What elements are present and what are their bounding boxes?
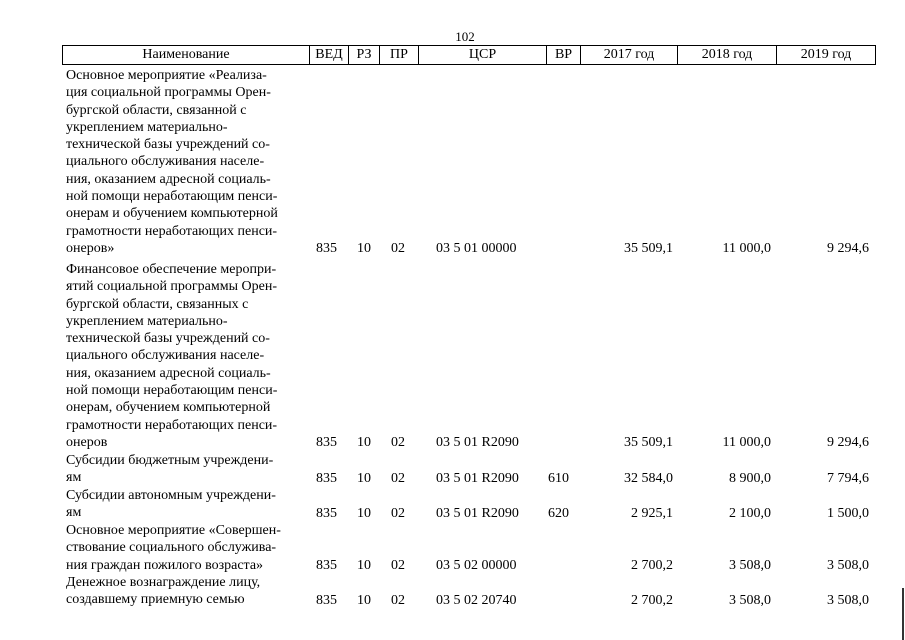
table-row-name <box>66 522 306 574</box>
cell-2017: 32 584,0 <box>624 471 673 486</box>
name-line: ния, оказанием адресной социаль- <box>66 365 271 381</box>
cell-rz: 10 <box>357 435 371 450</box>
scan-edge <box>902 588 904 640</box>
name-line: создавшему приемную семью <box>66 592 245 608</box>
name-line: циального обслуживания населе- <box>66 348 265 364</box>
page-number: 102 <box>455 29 475 44</box>
cell-2019: 9 294,6 <box>827 241 869 256</box>
cell-ved: 835 <box>316 435 337 450</box>
cell-2017: 2 700,2 <box>631 558 673 573</box>
cell-2019: 3 508,0 <box>827 558 869 573</box>
cell-rz: 10 <box>357 593 371 608</box>
cell-2018: 8 900,0 <box>729 471 771 486</box>
cell-pr: 02 <box>391 435 405 450</box>
cell-2017: 35 509,1 <box>624 435 673 450</box>
header-rz: РЗ <box>356 47 372 62</box>
name-line: ям <box>66 470 82 486</box>
name-line: онерам и обучением компьютерной <box>66 206 278 222</box>
name-line: Субсидии автономным учреждени- <box>66 488 276 503</box>
cell-pr: 02 <box>391 241 405 256</box>
name-line: ствование социального обслужива- <box>66 540 277 556</box>
cell-rz: 10 <box>357 558 371 573</box>
header-2019: 2019 год <box>800 47 852 62</box>
cell-csr: 03 5 01 R2090 <box>436 435 519 450</box>
cell-2018: 3 508,0 <box>729 593 771 608</box>
cell-csr: 03 5 01 R2090 <box>436 471 519 486</box>
cell-2018: 11 000,0 <box>722 435 771 450</box>
name-line: Основное мероприятие «Реализа- <box>66 68 267 83</box>
header-ved: ВЕД <box>315 47 343 62</box>
name-line: Субсидии бюджетным учреждени- <box>66 453 274 468</box>
cell-2019: 9 294,6 <box>827 435 869 450</box>
cell-2017: 2 925,1 <box>631 506 673 521</box>
table-row-name <box>66 487 306 522</box>
cell-2018: 11 000,0 <box>722 241 771 256</box>
cell-rz: 10 <box>357 506 371 521</box>
name-line: онеров» <box>66 240 115 256</box>
cell-pr: 02 <box>391 471 405 486</box>
cell-csr: 03 5 02 00000 <box>436 558 517 573</box>
header-2017: 2017 год <box>603 47 655 62</box>
cell-rz: 10 <box>357 241 371 256</box>
table-row-name <box>66 574 306 609</box>
name-line: ям <box>66 505 82 521</box>
cell-pr: 02 <box>391 558 405 573</box>
name-line: онеров <box>66 434 108 450</box>
name-line: технической базы учреждений со- <box>66 137 270 153</box>
name-line: грамотности неработающих пенси- <box>66 417 278 433</box>
cell-pr: 02 <box>391 506 405 521</box>
name-line: Денежное вознаграждение лицу, <box>66 575 261 590</box>
name-line: ция социальной программы Орен- <box>66 85 271 101</box>
name-line: ния граждан пожилого возраста» <box>66 557 264 573</box>
cell-csr: 03 5 01 00000 <box>436 241 517 256</box>
cell-2017: 2 700,2 <box>631 593 673 608</box>
cell-vr: 620 <box>548 506 569 521</box>
name-line: ятий социальной программы Орен- <box>66 279 277 295</box>
cell-pr: 02 <box>391 593 405 608</box>
cell-2017: 35 509,1 <box>624 241 673 256</box>
name-line: грамотности неработающих пенси- <box>66 223 278 239</box>
name-line: ной помощи неработающим пенси- <box>66 189 278 205</box>
cell-ved: 835 <box>316 558 337 573</box>
cell-2019: 1 500,0 <box>827 506 869 521</box>
cell-ved: 835 <box>316 593 337 608</box>
name-line: укреплением материально- <box>66 119 228 135</box>
name-line: ной помощи неработающим пенси- <box>66 383 278 399</box>
cell-csr: 03 5 02 20740 <box>436 593 517 608</box>
cell-rz: 10 <box>357 471 371 486</box>
header-2018: 2018 год <box>701 47 753 62</box>
name-line: бургской области, связанных с <box>66 296 249 312</box>
table-row-name <box>66 67 306 257</box>
cell-vr: 610 <box>548 471 569 486</box>
name-line: Основное мероприятие «Совершен- <box>66 523 281 538</box>
cell-csr: 03 5 01 R2090 <box>436 506 519 521</box>
header-pr: ПР <box>390 47 408 62</box>
name-line: технической базы учреждений со- <box>66 331 270 347</box>
table-row-name <box>66 452 306 487</box>
cell-ved: 835 <box>316 471 337 486</box>
name-line: ния, оказанием адресной социаль- <box>66 171 271 187</box>
cell-2019: 7 794,6 <box>827 471 869 486</box>
header-csr: ЦСР <box>468 47 497 62</box>
name-line: Финансовое обеспечение меропри- <box>66 262 277 277</box>
cell-2018: 2 100,0 <box>729 506 771 521</box>
cell-ved: 835 <box>316 506 337 521</box>
cell-2018: 3 508,0 <box>729 558 771 573</box>
header-name: Наименование <box>142 47 230 62</box>
cell-2019: 3 508,0 <box>827 593 869 608</box>
name-line: онерам, обучением компьютерной <box>66 400 271 416</box>
cell-ved: 835 <box>316 241 337 256</box>
table-row-name <box>66 261 306 451</box>
name-line: бургской области, связанной с <box>66 102 247 118</box>
header-vr: ВР <box>554 47 573 62</box>
name-line: циального обслуживания населе- <box>66 154 265 170</box>
name-line: укреплением материально- <box>66 313 228 329</box>
